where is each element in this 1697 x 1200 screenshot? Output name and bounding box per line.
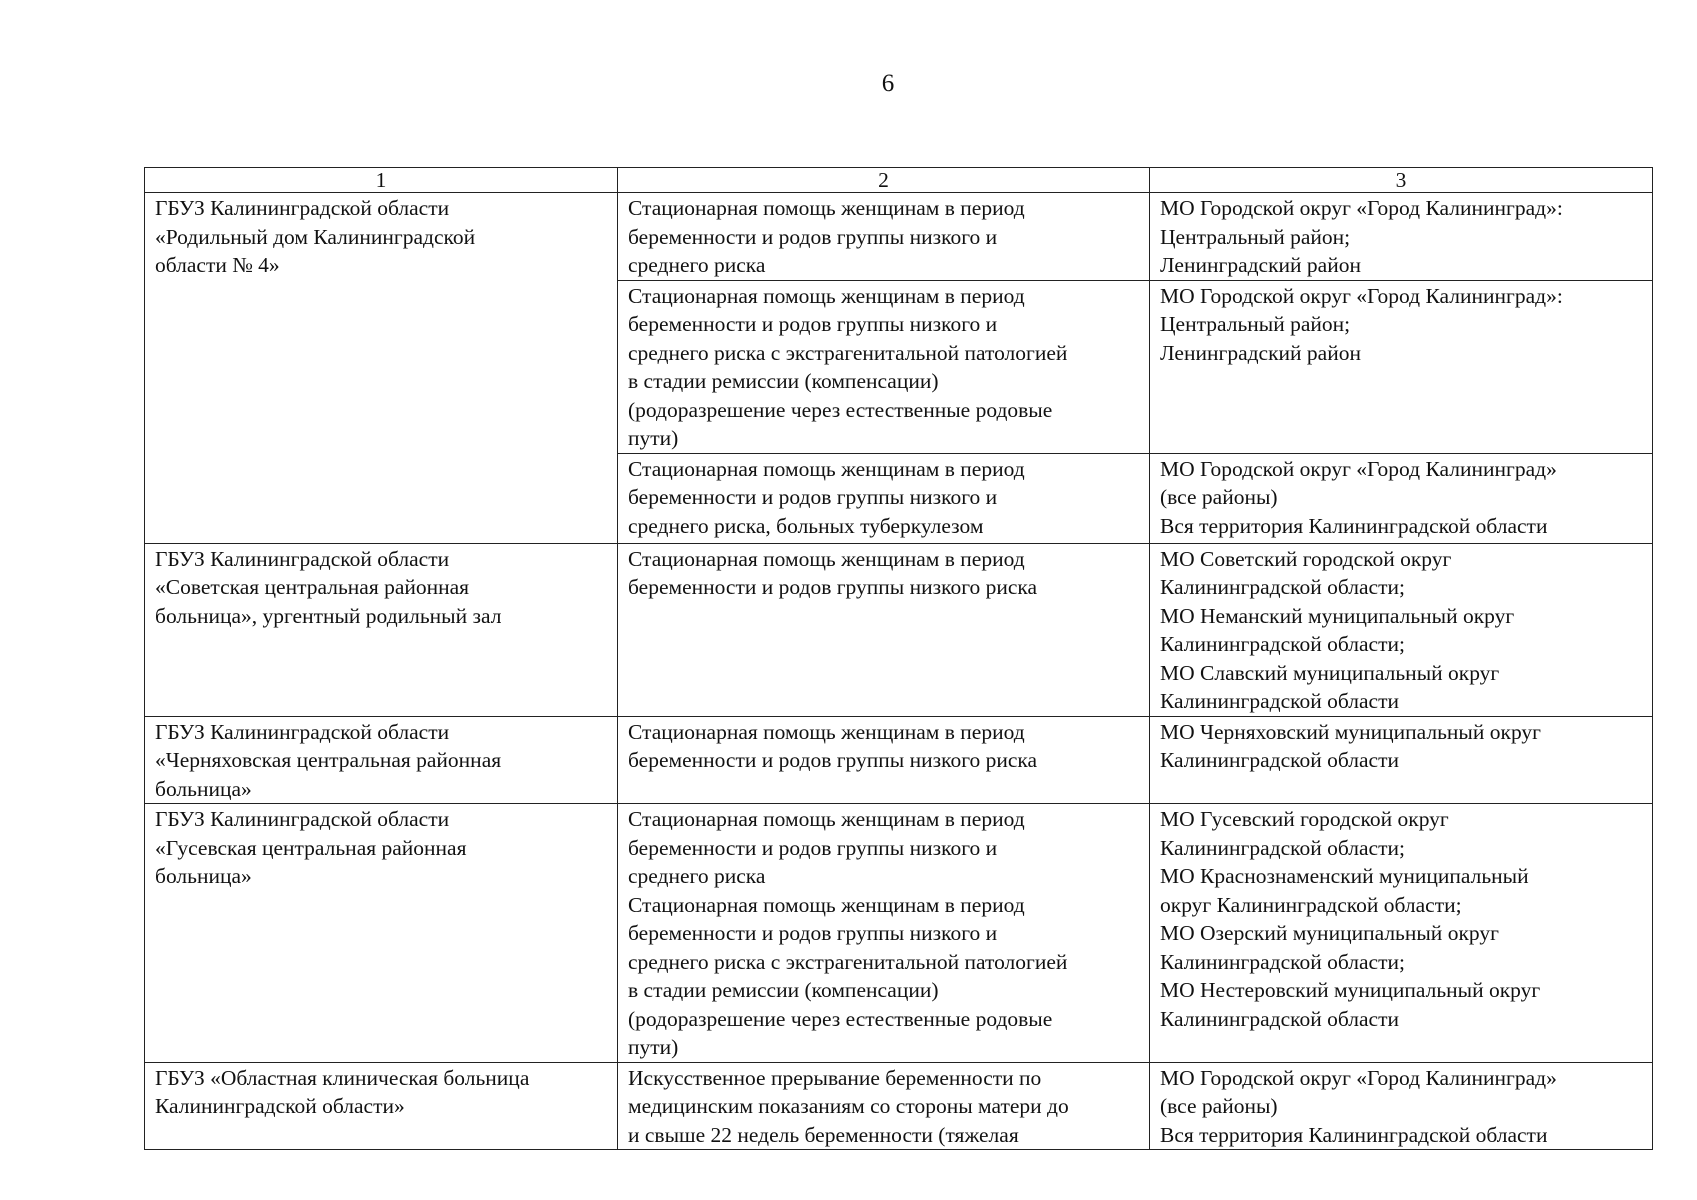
territory-cell: МО Городской округ «Город Калининград»: Центральный район; Ленинградский район [1150, 193, 1653, 281]
table-row [145, 804, 1653, 1063]
care-type-cell: Стационарная помощь женщинам в период беременности и родов группы низкого и среднего риска с экстрагенитальной патологией в стадии ремиссии (компенсации) (родоразрешение через естественные родовые пути) [618, 280, 1150, 453]
territory-cell: МО Советский городской округ Калининградской области; МО Неманский муниципальный округ Калининградской области; МО Славский муниципальный округ Калининградской области [1150, 543, 1653, 716]
territory-cell: МО Черняховский муниципальный округ Калининградской области [1150, 716, 1653, 804]
care-type-cell: Стационарная помощь женщинам в период беременности и родов группы низкого риска [618, 543, 1150, 716]
column-header: 3 [1150, 168, 1653, 193]
table-row [145, 716, 1653, 804]
distribution-table [144, 167, 1653, 1150]
care-type-cell: Стационарная помощь женщинам в период беременности и родов группы низкого и среднего риска, больных туберкулезом [618, 453, 1150, 543]
territory-cell: МО Городской округ «Город Калининград» (все районы) Вся территория Калининградской области [1150, 1062, 1653, 1150]
page-number: 6 [881, 70, 895, 97]
territory-cell: МО Городской округ «Город Калининград» (все районы) Вся территория Калининградской области [1150, 453, 1653, 543]
care-type-cell: Стационарная помощь женщинам в период беременности и родов группы низкого и среднего риска [618, 193, 1150, 281]
column-header: 1 [145, 168, 618, 193]
table-row [145, 543, 1653, 716]
institution-cell: ГБУЗ Калининградской области «Черняховская центральная районная больница» [145, 716, 618, 804]
institution-cell: ГБУЗ Калининградской области «Гусевская центральная районная больница» [145, 804, 618, 1063]
institution-cell: ГБУЗ Калининградской области «Советская центральная районная больница», ургентный родильный зал [145, 543, 618, 716]
column-header: 2 [618, 168, 1150, 193]
table-row [145, 193, 1653, 281]
institution-cell: ГБУЗ Калининградской области «Родильный дом Калининградской области № 4» [145, 193, 618, 544]
table-header-row [145, 168, 1653, 193]
care-type-cell: Искусственное прерывание беременности по медицинским показаниям со стороны матери до и свыше 22 недель беременности (тяжелая [618, 1062, 1150, 1150]
care-type-cell: Стационарная помощь женщинам в период беременности и родов группы низкого и среднего риска Стационарная помощь женщинам в период беременности и родов группы низкого и среднего риска с экстрагенитальной патологией в стадии ремиссии (компенсации) (родоразрешение через естественные родовые пути) [618, 804, 1150, 1063]
care-type-cell: Стационарная помощь женщинам в период беременности и родов группы низкого риска [618, 716, 1150, 804]
institution-cell: ГБУЗ «Областная клиническая больница Калининградской области» [145, 1062, 618, 1150]
territory-cell: МО Городской округ «Город Калининград»: Центральный район; Ленинградский район [1150, 280, 1653, 453]
territory-cell: МО Гусевский городской округ Калининградской области; МО Краснознаменский муниципальный округ Калининградской области; МО Озерский муниципальный округ Калининградской области; МО Нестеровский муниципальный округ Калининградской области [1150, 804, 1653, 1063]
table-row [145, 1062, 1653, 1150]
